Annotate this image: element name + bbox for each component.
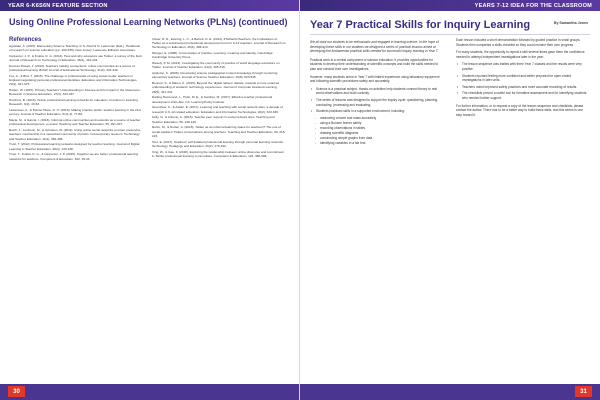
sub-bullet-item: - measuring volume and mass accurately	[310, 116, 442, 121]
article-intro: We all want our students to be enthusiastic and engaged in learning science. In the hope of developing these skills in our students we designed a series of practical lessons aimed at developing the fundamental practical skills needed for successful inquiry learning in Year 7.	[310, 40, 439, 54]
reference-entry: Greenhow, C., & Askari, E. (2017). Learning and teaching with social network sites: a decade of research in K-12 related education. Education and Information Technologies, 22(2), 623-645.	[152, 105, 283, 114]
reference-entry: Wesely, P. M. (2013). Investigating the community of practice of world language educators on Twitter. Journal of Teacher Education, 64(4), 305-318.	[152, 61, 280, 70]
bullet-item: • The lesson sequence was trialled with three Year 7 classes and the results were very positive.	[456, 62, 588, 71]
reference-entry: Kelly, N., & Antonio, A. (2016). Teacher peer support in social network sites. Teaching and Teacher Education, 56, 138-149.	[152, 115, 275, 124]
reference-entry: Darling-Hammond, L., Hyler, M. E., & Gardner, M. (2017). Effective teacher professional development. Palo Alto, CA: Learning Policy Institute.	[152, 95, 273, 104]
title-divider	[310, 34, 590, 35]
bullet-item: • The series of lessons was designed to support the inquiry cycle: questioning, planning, conducting, processing and evaluating.	[310, 98, 442, 107]
page-title: Using Online Professional Learning Networks (PLNs) (continued)	[9, 17, 288, 27]
reference-entry: Harlen, W. (1997). Primary Teachers' Understanding in Science and its Impact in the Classroom. Research in Science Education, 27(3), 323-337.	[9, 88, 141, 97]
article-column-1	[310, 40, 442, 149]
reference-entry: Tour, E. (2017). Teachers' self-initiated professional learning through personal learning networks. Technology, Pedagogy and Education, 26(2), 179-192.	[152, 139, 284, 148]
sub-bullet-item: - constructing simple graphs from data	[310, 136, 442, 141]
page-number: 31	[575, 386, 592, 397]
reference-entry: Wenger, E. (1998). Communities of practice: Learning, meaning and identity. Cambridge: Cambridge University Press.	[152, 51, 274, 60]
reference-entry: Macia, M., & Garcia, I. (2016). Informal online communities and networks as a source of teacher professional development: a review. Teaching and Teacher Education, 55, 291-307.	[9, 118, 141, 127]
reference-entry: Trust, T., Krutka, D. G., & Carpenter, J. P. (2016). Together we are better: professional learning networks for teachers. Computers & Education, 102, 15-34.	[9, 152, 139, 161]
closing-paragraph: For further information, or to request a copy of the lesson sequence and checklists, please contact the author. There has to be a better way to build these skills, and this series is one step toward it.	[456, 103, 584, 117]
body-paragraph: However, many students arrive in Year 7 with limited experience using laboratory equipment and following scientific procedures safely and accurately.	[310, 74, 440, 84]
footer-band	[300, 384, 600, 400]
references-column-1	[9, 44, 143, 162]
body-paragraph: Practical work is a central component of science education. It provides opportunities for students to develop their understanding of scientific concepts and build the skills needed to plan and conduct their own investigations.	[310, 57, 439, 71]
reference-entry: Lieberman, A., & Pointer Mace, D. H. (2010). Making practice public: teacher learning in the 21st century. Journal of Teacher Education, 61(1-2), 77-88.	[9, 108, 141, 117]
sub-bullet-item: - using a Bunsen burner safely	[310, 121, 442, 126]
article-author: By Samantha Jones	[553, 21, 588, 25]
reference-entry: Carpenter, J. P., & Krutka, D. G. (2014). How and why educators use Twitter: a survey of the field. Journal of Research on Technology in Education, 46(4), 414-434.	[9, 54, 143, 63]
article-column-2	[456, 38, 588, 120]
bullet-list	[310, 87, 442, 146]
article-title: Year 7 Practical Skills for Inquiry Learning	[310, 19, 531, 31]
reference-entry: Bennett, S., & Maton, K. (2010). Beyond the 'digital natives' debate: towards a more nuanced understanding of students' technology experiences. Journal of Computer Assisted Learning, 26(5), 321-331.	[152, 81, 280, 94]
section-band-label: YEAR 6-K6S6N FEATURE SECTION	[8, 2, 108, 9]
section-band	[300, 0, 600, 11]
reference-entry: Hutchins, B. (2015). Online professional learning networks for educators. Frontiers in Learning Research, 9(2), 43-53.	[9, 98, 138, 107]
body-paragraph: Each lesson included a short demonstration followed by guided practice in small groups. Students then completed a skills checklist so they could monitor their own progress.	[456, 38, 581, 47]
reference-entry: Duncan-Howell, J. (2010). Teachers making connections: online communities as a source of professional learning. British Journal of Educational Technology, 41(2), 324-340.	[9, 64, 135, 73]
section-band	[0, 0, 300, 11]
references-heading: References	[9, 37, 42, 43]
footer-band	[0, 384, 300, 400]
page-number: 30	[8, 386, 25, 397]
reference-entry: Xing, W., & Gao, F. (2018). Exploring the relationship between online discourse and commitment in Twitter professional learning communities. Computers & Education, 126, 388-398.	[152, 149, 284, 158]
reference-entry: Agustian, A. (2007). Elementary Science Teaching. In S. Abell & N. Lederman (Eds.), Handbook of research on science education (pp. 493-535). New Jersey: Lawrence Erlbaum Associates.	[9, 44, 140, 53]
bullet-item: • Science is a practical subject. Hands-on activities help students connect theory to real world observations and build curiosity.	[310, 87, 442, 96]
right-page	[300, 0, 600, 400]
bullet-item: • Teachers noted improved safety practices and more accurate recording of results.	[456, 85, 588, 90]
bullet-item: • Students reported feeling more confident and better prepared for open-ended investigations in later units.	[456, 74, 588, 83]
reference-entry: Fox, A., & Bird, T. (2015). The challenge to professionals of using social media: teachers in England negotiating personal-professional identities. Education and Information Technologies, 22(2), 647-675.	[9, 74, 138, 87]
bullet-item: • The checklists proved a useful tool for formative assessment and for identifying students who needed further support.	[456, 91, 588, 100]
reference-entry: Reich, J., Levinson, M., & Johnston, W. (2011). Using online social networks to foster preservice teachers' membership in a networked community of praxis. Contemporary Issues in Technology and Teacher Education, 11(4), 382-398.	[9, 128, 141, 141]
reference-entry: Visser, R. D., Evering, L. C., & Barrett, D. E. (2014). #TwitterforTeachers: the implications of Twitter as a self-directed professional development tool for K-12 teachers. Journal of Research on Technology in Education, 46(4), 396-413.	[152, 37, 286, 50]
reference-entry: Trust, T. (2012). Professional learning networks designed for teacher learning. Journal of Digital Learning in Teacher Education, 28(4), 133-138.	[9, 142, 140, 151]
sub-bullet-item: - identifying variables in a fair test	[310, 141, 442, 146]
reference-entry: Appleton, K. (2008). Developing science pedagogical content knowledge through mentoring elementary teachers. Journal of Science Teacher Education, 19(6), 523-545.	[152, 71, 278, 80]
sub-bullet-item: - drawing scientific diagrams	[310, 131, 442, 136]
body-paragraph: For many students, the opportunity to repeat a skill several times gave them the confidence needed to attempt independent investigations later in the year.	[456, 50, 585, 59]
references-column-2	[152, 37, 286, 160]
sub-bullet-item: - recording observations in tables	[310, 126, 442, 131]
bullet-list	[456, 62, 588, 100]
bullet-item: • Students practised skills in a supported environment, including:	[310, 109, 442, 114]
section-band-label: YEARS 7-12 IDEA FOR THE CLASSROOM	[474, 2, 592, 9]
reference-entry: Rehm, M., & Notten, A. (2016). Twitter as an informal learning space for teachers!? The role of social capital in Twitter conversations among teachers. Teaching and Teacher Education, 60, 215-223.	[152, 125, 286, 138]
